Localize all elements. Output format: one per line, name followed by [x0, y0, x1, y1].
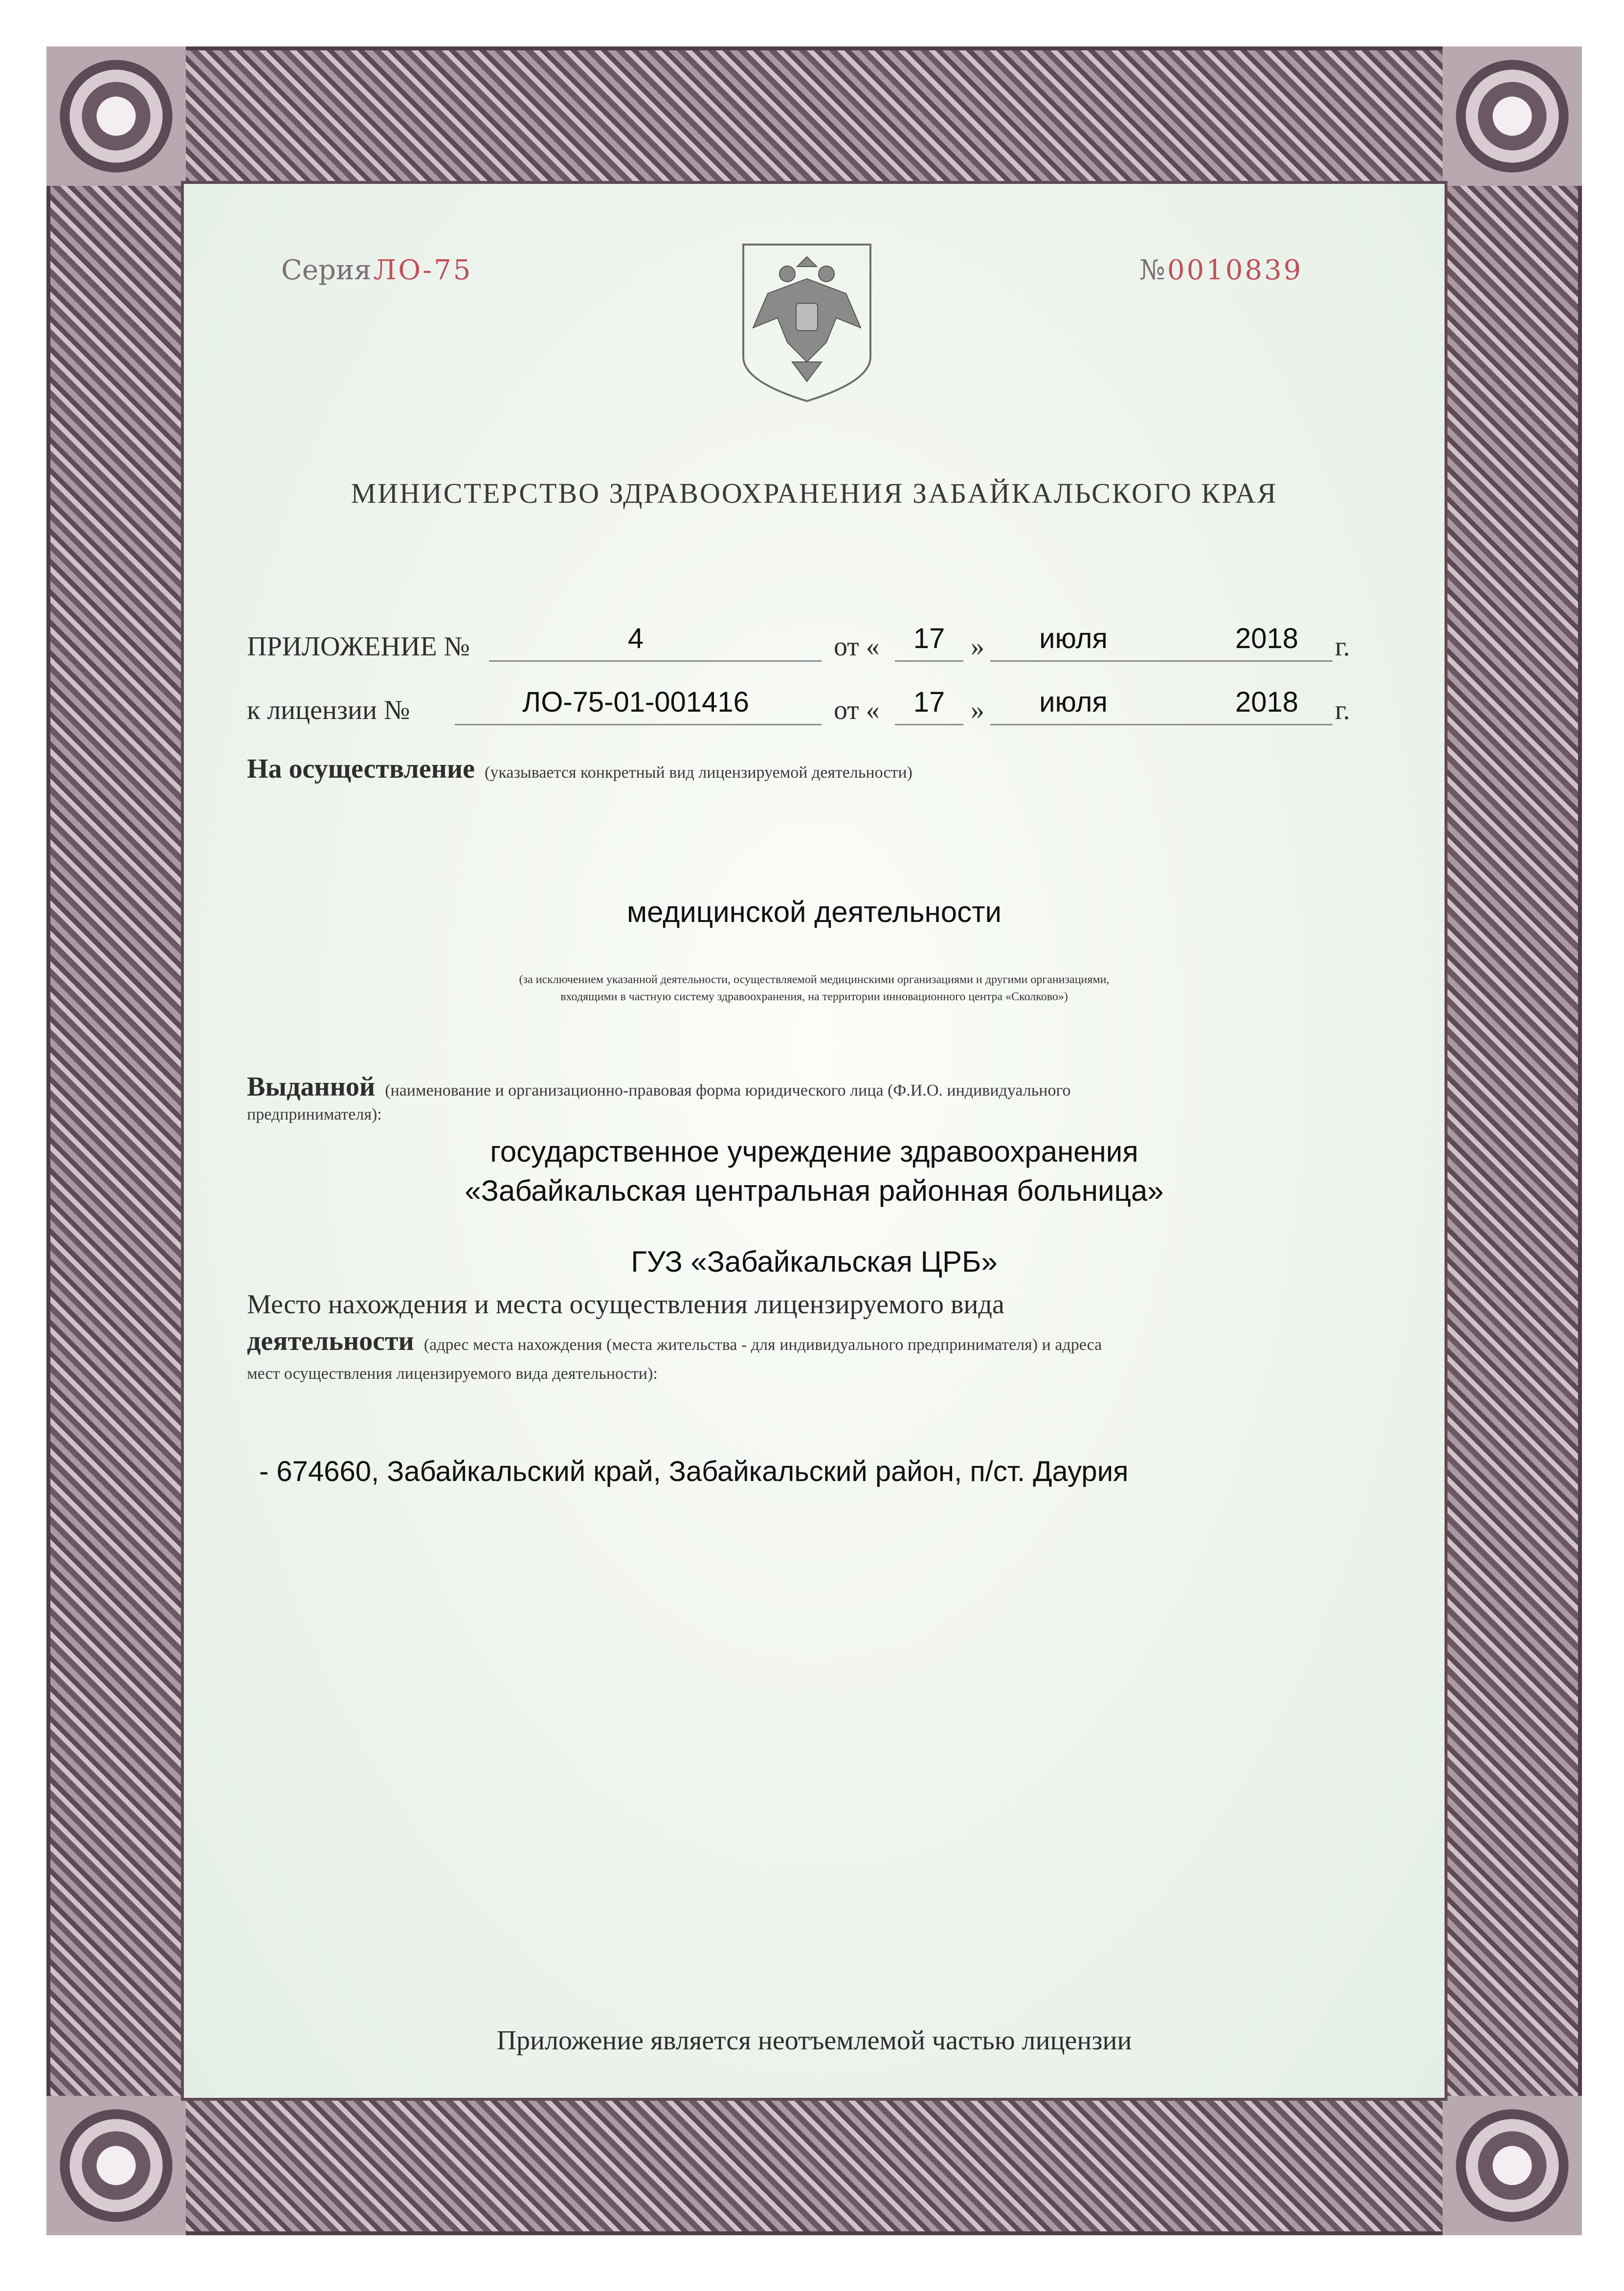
number-label: № [1139, 254, 1165, 286]
appendix-quote-close: » [971, 631, 984, 662]
number-block [1139, 254, 1303, 286]
issued-name-line2: «Забайкальская центральная районная больница» [465, 1174, 1164, 1207]
activity-row [247, 753, 912, 785]
license-day-underline [895, 724, 963, 725]
activity-hint: (указывается конкретный вид лицензируемой деятельности) [485, 764, 912, 782]
location-hint-line1: (адрес места нахождения (места жительства - для индивидуального предпринимателя) и адреса [423, 1336, 1102, 1354]
license-year: 2018 [1235, 686, 1298, 718]
ministry-title: МИНИСТЕРСТВО ЗДРАВООХРАНЕНИЯ ЗАБАЙКАЛЬСКОГО КРАЯ [351, 477, 1278, 509]
license-date-underline [990, 724, 1333, 725]
activity-label: На осуществление [247, 754, 475, 784]
serial-value: ЛО-75 [373, 254, 473, 286]
license-month: июля [1039, 686, 1108, 718]
serial-block [281, 254, 472, 286]
activity-note-line2: входящими в частную систему здравоохранения, на территории инновационного центра «Сколково») [560, 990, 1068, 1003]
issued-row [247, 1071, 1071, 1102]
license-from-label: от « [834, 695, 880, 725]
corner-rosette-top-right [1443, 46, 1582, 186]
serial-label: Серия [281, 254, 372, 286]
license-number: ЛО-75-01-001416 [522, 686, 749, 718]
appendix-day-underline [895, 660, 963, 662]
corner-rosette-bottom-right [1443, 2096, 1582, 2235]
license-year-suffix: г. [1335, 695, 1350, 725]
appendix-date-underline [990, 660, 1333, 662]
issued-label: Выданной [247, 1072, 376, 1102]
location-row [247, 1325, 1102, 1357]
location-label-line1: Место нахождения и места осуществления лицензируемого вида [247, 1289, 1004, 1320]
double-headed-eagle-icon [734, 240, 880, 406]
license-number-underline [455, 724, 822, 725]
appendix-year-suffix: г. [1335, 631, 1350, 662]
appendix-day: 17 [913, 623, 945, 654]
activity-value: медицинской деятельности [626, 896, 1002, 928]
activity-note-line1: (за исключением указанной деятельности, осуществляемой медицинскими организациями и другими организациями, [519, 973, 1110, 986]
appendix-number-underline [489, 660, 822, 662]
corner-rosette-top-left [46, 46, 186, 186]
license-day: 17 [913, 686, 945, 718]
appendix-from-label: от « [834, 631, 880, 662]
appendix-year: 2018 [1235, 623, 1298, 654]
location-label-line2: деятельности [247, 1326, 414, 1356]
issued-hint-line2: предпринимателя): [247, 1105, 382, 1123]
license-quote-close: » [971, 695, 984, 725]
appendix-label: ПРИЛОЖЕНИЕ № [247, 631, 470, 662]
issued-short-name: ГУЗ «Забайкальская ЦРБ» [631, 1245, 998, 1278]
corner-rosette-bottom-left [46, 2096, 186, 2235]
location-address: - 674660, Забайкальский край, Забайкальский район, п/ст. Даурия [259, 1456, 1129, 1487]
appendix-number: 4 [627, 623, 644, 654]
location-hint-line2: мест осуществления лицензируемого вида деятельности): [247, 1365, 658, 1383]
issued-name-line1: государственное учреждение здравоохранения [490, 1135, 1138, 1168]
issued-hint-line1: (наименование и организационно-правовая форма юридического лица (Ф.И.О. индивидуального [385, 1081, 1071, 1100]
license-label: к лицензии № [247, 695, 410, 725]
footer-note: Приложение является неотъемлемой частью лицензии [496, 2025, 1132, 2056]
coat-of-arms-emblem [734, 240, 880, 406]
number-value: 0010839 [1167, 254, 1303, 286]
appendix-month: июля [1039, 623, 1108, 654]
